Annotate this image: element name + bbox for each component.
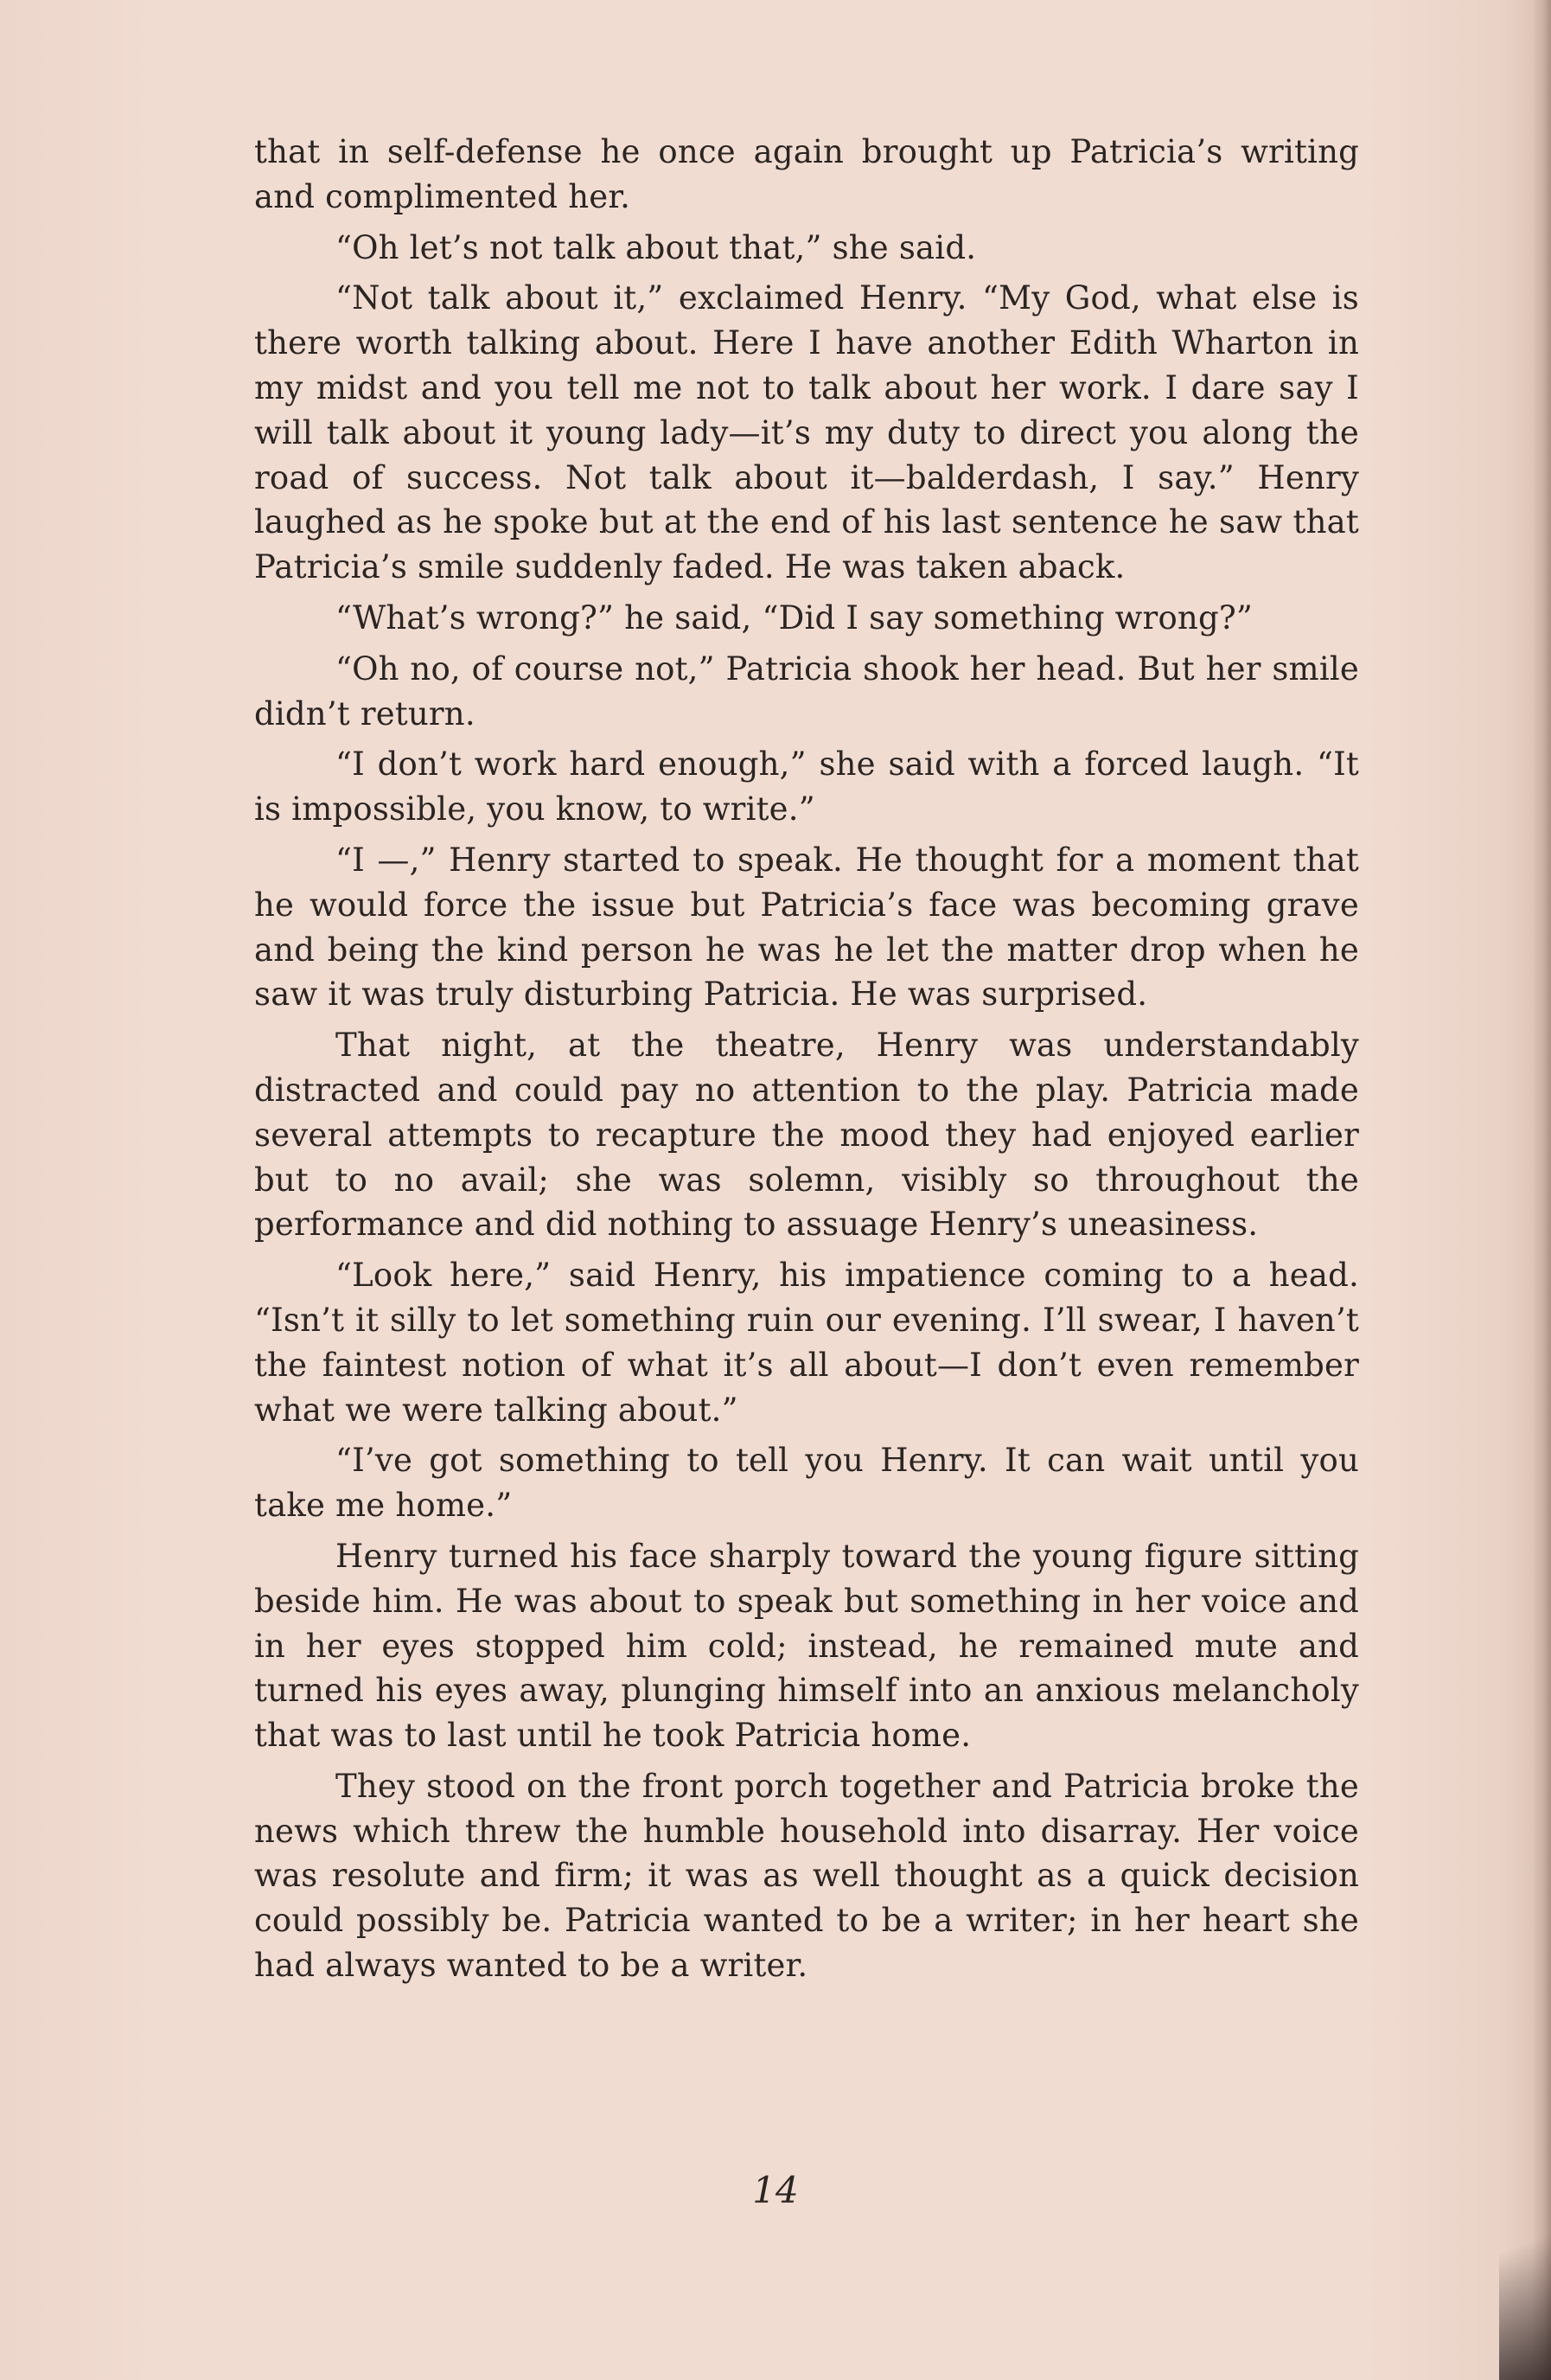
- paragraph: “I don’t work hard enough,” she said with a forced laugh. “It is impossible, you know, to write.”: [254, 745, 1359, 829]
- paragraph: They stood on the front porch together and Patricia broke the news which threw the humble household into disarray. Her voice was resolute and firm; it was as well thought as a quick decision could possibly be. Patricia wanted to be a writer; in her heart she had always wanted to be a writer.: [254, 1767, 1359, 1985]
- paragraph: “What’s wrong?” he said, “Did I say something wrong?”: [335, 598, 1253, 637]
- paragraph: “Oh let’s not talk about that,” she said.: [335, 228, 977, 266]
- paragraph: That night, at the theatre, Henry was understandably distracted and could pay no attention to the play. Patricia made several attempts to recapture the mood they had enjoyed earlier but to no avail; she was solemn, visibly so throughout the performance and did nothing to assuage Henry’s uneasiness.: [254, 1027, 1359, 1244]
- paragraph: “Oh no, of course not,” Patricia shook her head. But her smile didn’t return.: [254, 649, 1359, 733]
- paragraph: “Not talk about it,” exclaimed Henry. “My God, what else is there worth talking about. Here I have another Edith Wharton in my midst and you tell me not to talk about her work. I dare say I will talk about it young lady—it’s my duty to direct you along the road of success. Not talk about it—balderdash, I say.” Henry laughed as he spoke but at the end of his last sentence he saw that Patricia’s smile suddenly faded. He was taken aback.: [254, 279, 1359, 586]
- paragraph: “I’ve got something to tell you Henry. It can wait until you take me home.”: [254, 1442, 1359, 1525]
- paragraph: Henry turned his face sharply toward the young figure sitting beside him. He was about to speak but something in her voice and in her eyes stopped him cold; instead, he remained mute and turned his eyes away, plunging himself into an anxious melancholy that was to last until he took Patricia home.: [254, 1537, 1359, 1755]
- paragraph: “I —,” Henry started to speak. He thought for a moment that he would force the issue but Patricia’s face was becoming grave and being the kind person he was he let the matter drop when he saw it was truly disturbing Patricia. He was surprised.: [254, 841, 1359, 1014]
- paragraph: that in self-defense he once again brought up Patricia’s writing and complimented her.: [254, 133, 1359, 215]
- page-number: 14: [752, 2169, 799, 2211]
- body-text: [254, 130, 1359, 1994]
- paragraph: “Look here,” said Henry, his impatience coming to a head. “Isn’t it silly to let something ruin our evening. I’ll swear, I haven’t the faintest notion of what it’s all about—I don’t even remember what we were talking about.”: [254, 1257, 1359, 1429]
- page-edge-shadow: [1532, 0, 1551, 2380]
